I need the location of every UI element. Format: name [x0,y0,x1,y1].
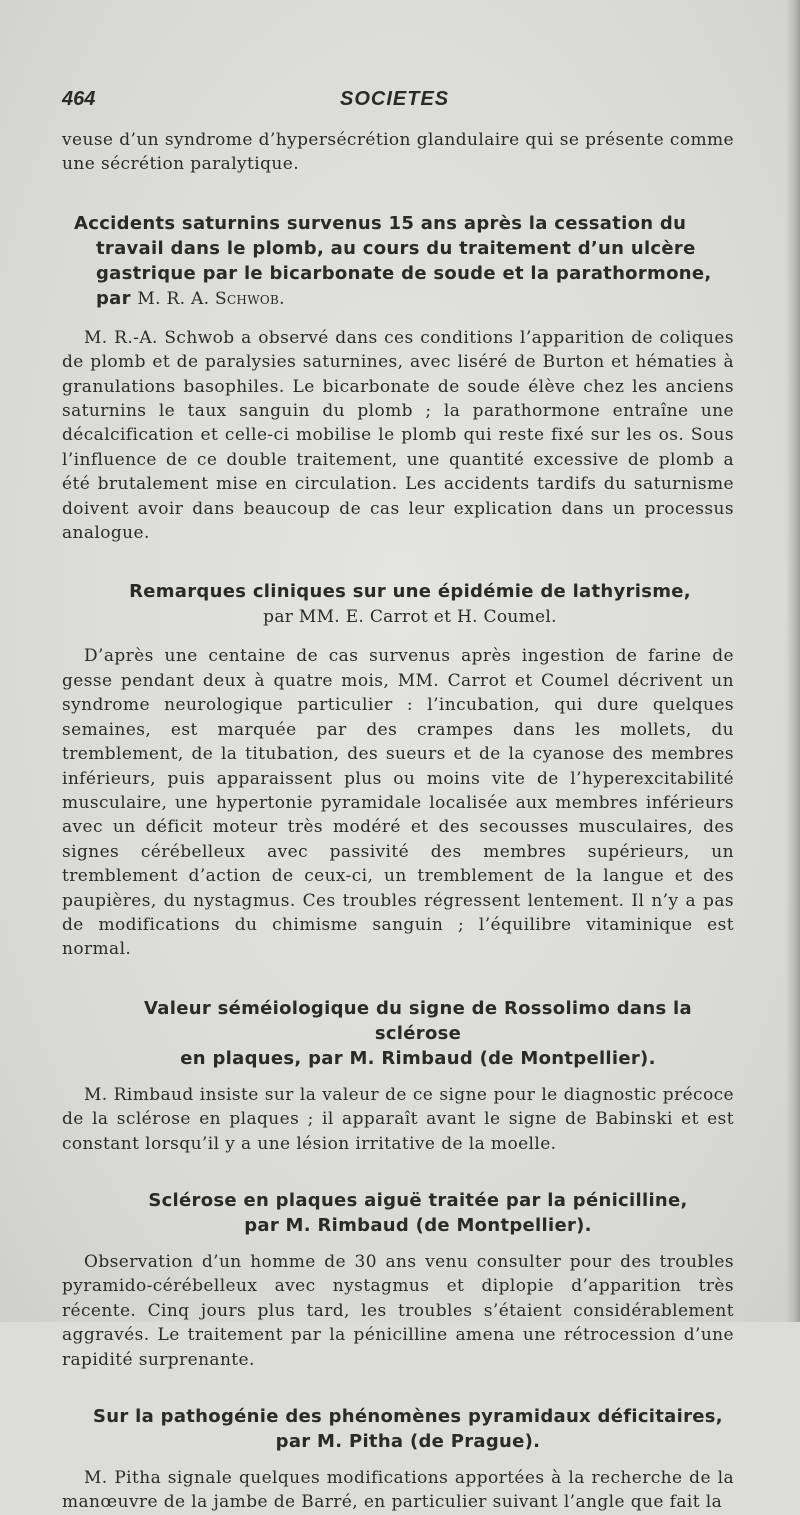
article-title [62,1046,734,1071]
page-number: 464 [62,88,96,110]
article-body: D’après une centaine de cas survenus après ingestion de farine de gesse pendant deux à quatre mois, MM. Carrot et Coumel décrivent un syndrome neurologique particulier : l’incubation, qui dure quelques semaines, est marquée par des crampes dans les mollets, du tremblement, de la titubation, des sueurs et de la cyanose des membres inférieurs, puis apparaissent plus ou moins vite de l’hyperexcitabilité musculaire, une hypertonie pyramidale localisée aux membres inférieurs avec un déficit moteur très modéré et des secousses musculaires, des signes cérébelleux avec passivité des membres supérieurs, un tremblement d’action de ceux-ci, un tremblement de la langue et des paupières, du nystagmus. Ces troubles régressent lentement. Il n’y a pas de modifications du chimisme sanguin ; l’équilibre vitaminique est normal. [62,646,734,960]
article-title-line1: Remarques cliniques sur une épidémie de lathyrisme, [129,581,691,603]
article-lathyrism [62,579,734,961]
running-head: SOCIETES [340,88,450,110]
article-author: par MM. E. Carrot et H. Coumel. [263,607,557,628]
article-title-line1: Sclérose en plaques aiguë traitée par la pénicilline, [148,1189,688,1211]
article-title-line2: par M. Rimbaud (de Montpellier). [244,1214,592,1236]
article-body: M. Pitha signale quelques modifications apportées à la recherche de la manœuvre de la jambe de Barré, en particulier suivant l’angle que fait la [62,1468,734,1513]
article-rossolimo [62,996,734,1156]
page-edge-shadow [786,0,800,1322]
article-body: Observation d’un homme de 30 ans venu consulter pour des troubles pyramido-cérébelleux avec nystagmus et diplopie d’apparition très récente. Cinq jours plus tard, les troubles s’étaient considérablement aggravés. Le traitement par la pénicilline amena une rétrocession d’une rapidité surprenante. [62,1251,734,1370]
article-title-line2: par M. Pitha (de Prague). [275,1431,541,1452]
page-header [62,88,742,114]
article-saturnism [62,211,734,546]
article-title [62,604,734,630]
article-body: M. Rimbaud insiste sur la valeur de ce signe pour le diagnostic précoce de la sclérose en plaques ; il apparaît avant le signe de Babinski et est constant lorsqu’il y a une lésion irritative de la moelle. [62,1084,734,1154]
article-title-line1: Valeur séméiologique du signe de Rossolimo dans la sclérose [144,997,692,1044]
article-pathogenie [62,1404,734,1515]
article-author: M. R. A. Schwob. [137,288,285,309]
continuation-paragraph: veuse d’un syndrome d’hypersécrétion glandulaire qui se présente comme une sécrétion paralytique. [62,130,734,175]
article-title [62,1429,734,1454]
article-title [62,211,734,312]
article-title [62,1213,734,1238]
article-penicillin [62,1188,734,1372]
article-title-text: Accidents saturnins survenus 15 ans après la cessation du travail dans le plomb, au cours du traitement d’un ulcère gastrique par le bicarbonate de soude et la parathormone, par [74,212,712,309]
page-content [62,128,734,1515]
article-title-line1: Sur la pathogénie des phénomènes pyramidaux déficitaires, [93,1406,723,1427]
article-title [62,996,734,1046]
article-body: M. R.-A. Schwob a observé dans ces conditions l’apparition de coliques de plomb et de paralysies saturnines, avec liséré de Burton et hématies à granulations basophiles. Le bicarbonate de soude élève chez les anciens saturnins le taux sanguin du plomb ; la parathormone entraîne une décalcification et celle-ci mobilise le plomb qui reste fixé sur les os. Sous l’influence de ce double traitement, une quantité excessive de plomb a été brutalement mise en circulation. Les accidents tardifs du saturnisme doivent avoir dans beaucoup de cas leur explication dans un processus analogue. [62,327,734,544]
article-title [62,579,734,604]
article-title [62,1404,734,1429]
article-title-line2: en plaques, par M. Rimbaud (de Montpellier). [180,1047,656,1069]
article-title [62,1188,734,1213]
